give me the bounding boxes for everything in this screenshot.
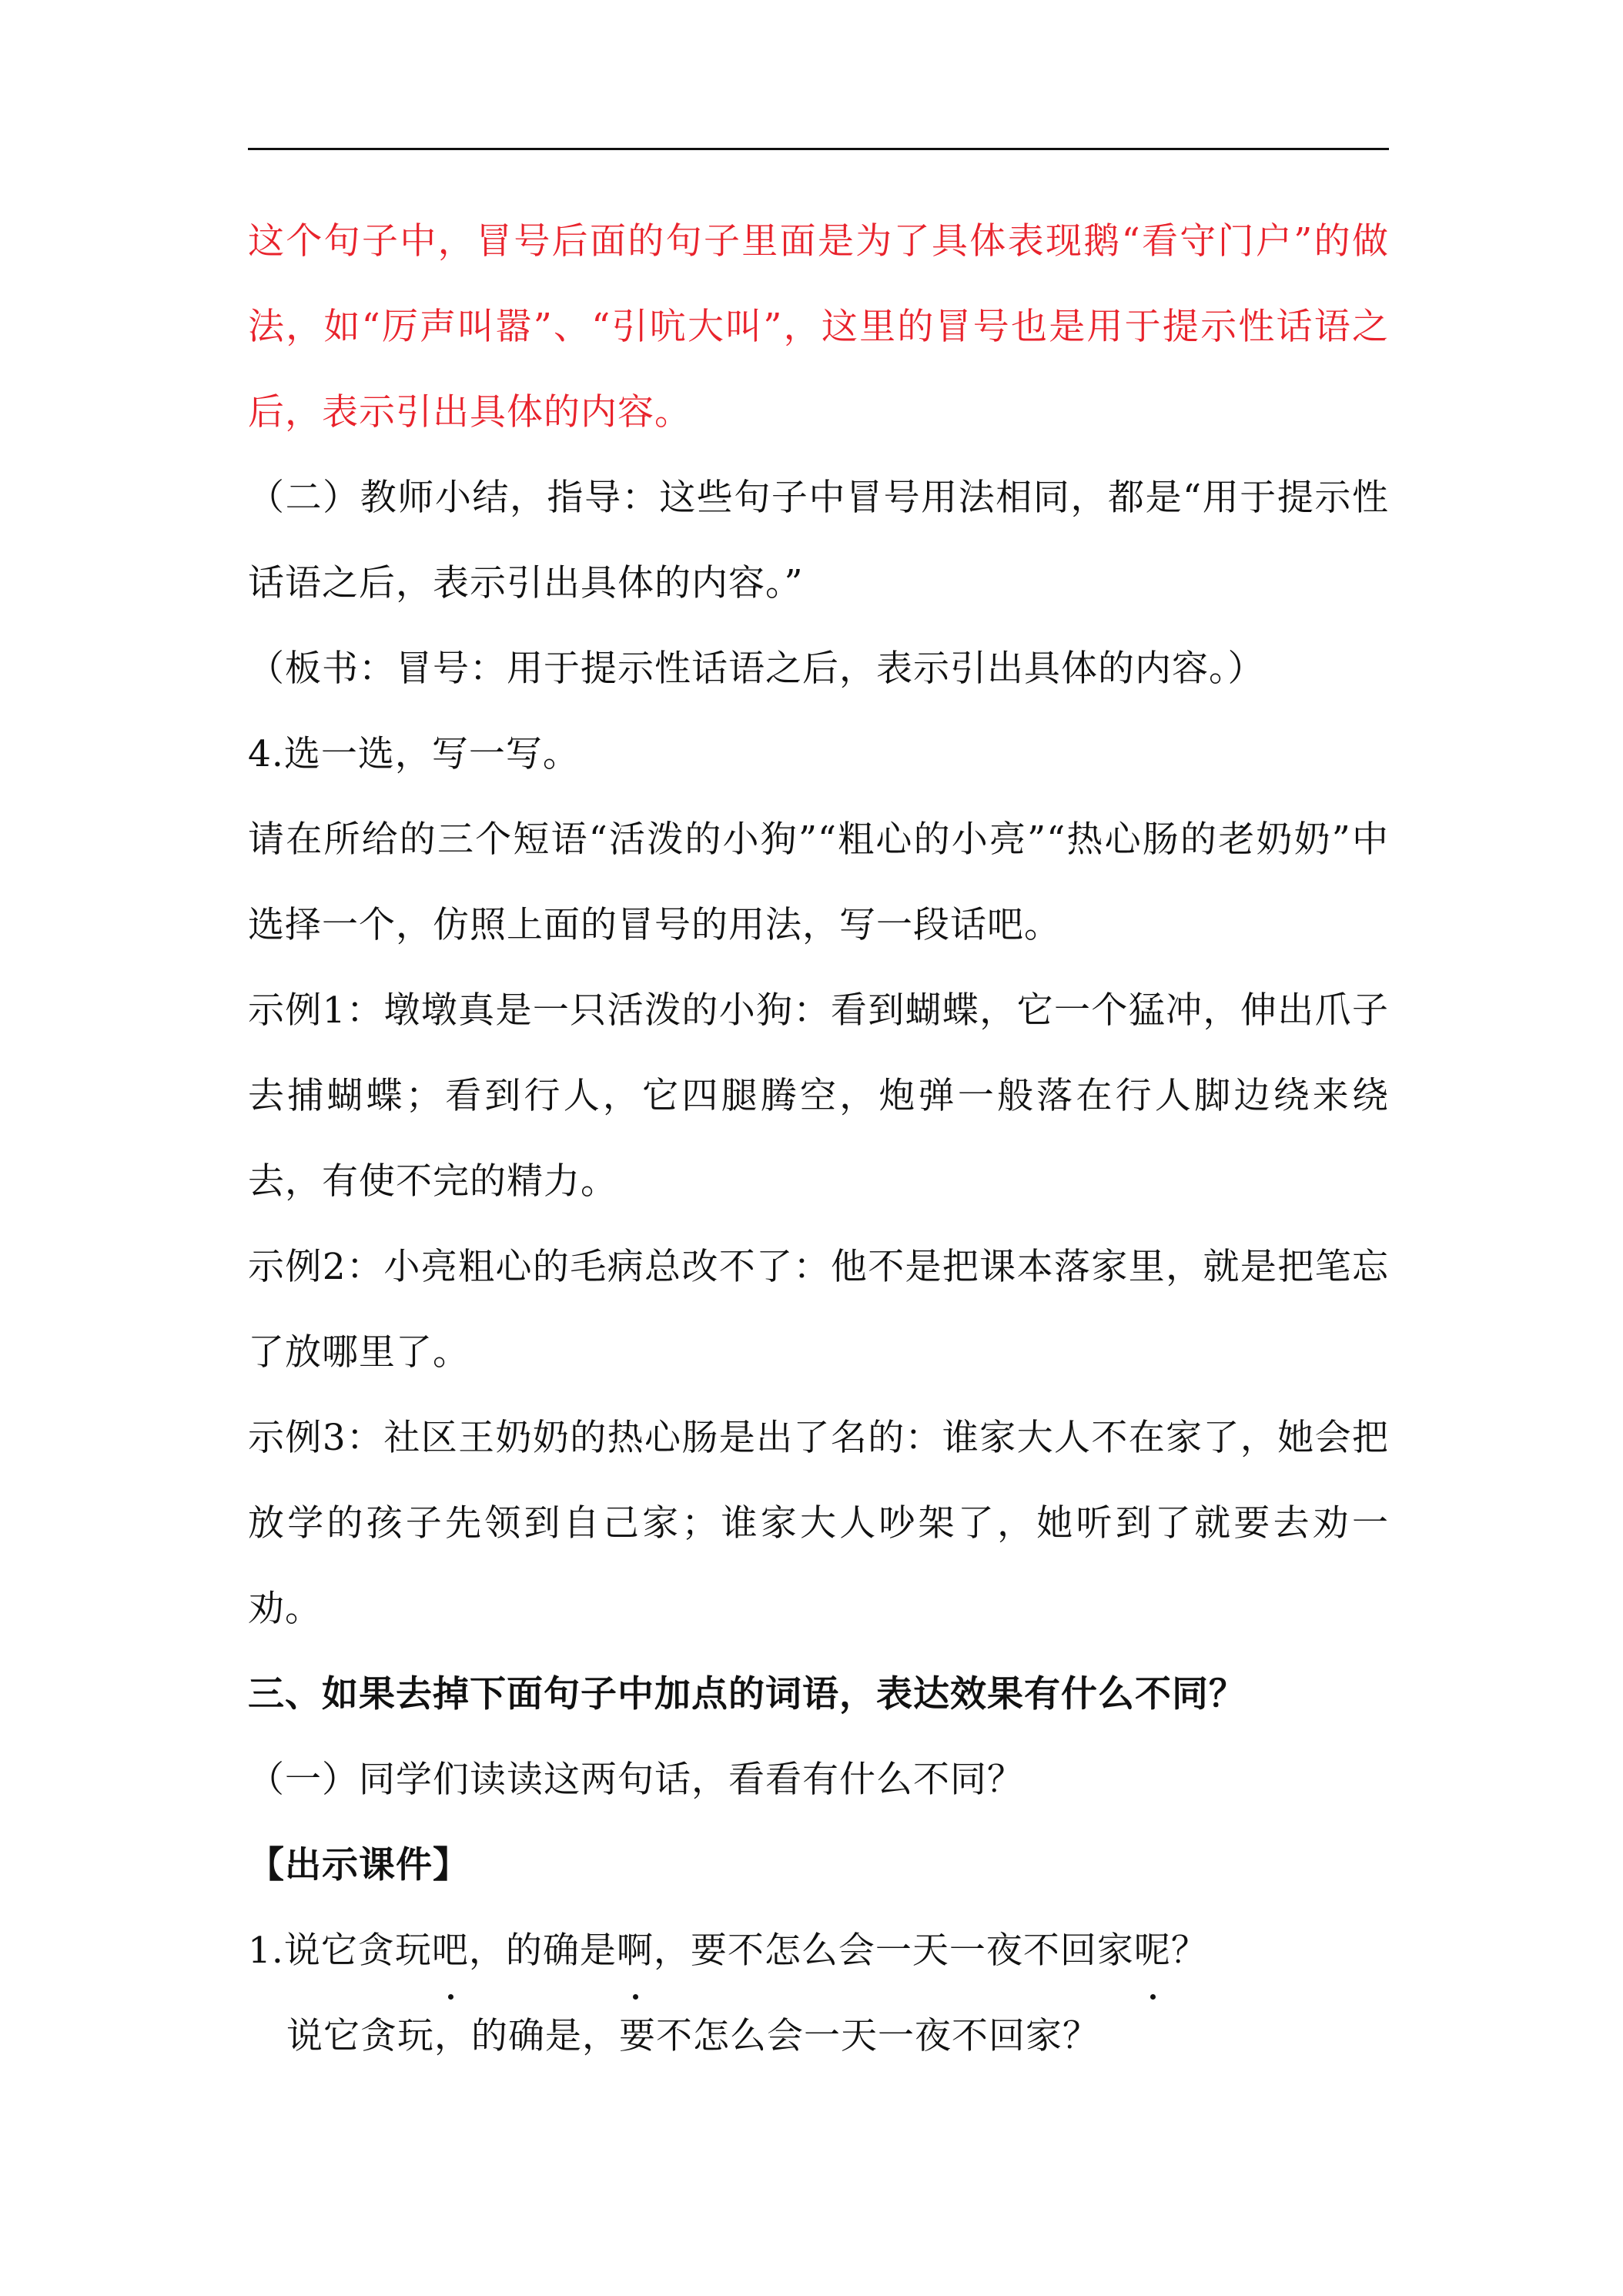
example-3: 示例3：社区王奶奶的热心肠是出了名的：谁家大人不在家了，她会把放学的孩子先领到自己家；谁家大人吵架了，她听到了就要去劝一劝。 (248, 1417, 1389, 1630)
task-instruction: 请在所给的三个短语“活泼的小狗”“粗心的小亮”“热心肠的老奶奶”中选择一个，仿照上面的冒号的用法，写一段话吧。 (248, 818, 1389, 946)
read-prompt: （一）同学们读读这两句话，看看有什么不同？ (248, 1759, 1024, 1801)
sentence-part: ，的确是 (468, 1930, 617, 1972)
example-sentence (248, 1908, 1389, 1993)
show-courseware-label: 【出示课件】 (248, 1844, 470, 1886)
section-three-heading: 三、如果去掉下面句子中加点的词语，表达效果有什么不同？ (248, 1673, 1246, 1715)
dotted-word: 呢 (1134, 1908, 1171, 1993)
comparison-sentence: 说它贪玩，的确是，要不怎么会一天一夜不回家？ (286, 2015, 1099, 2057)
blackboard-note: （板书：冒号：用于提示性话语之后，表示引出具体的内容。） (248, 648, 1265, 690)
dotted-word: 啊 (617, 1908, 654, 1993)
teacher-summary: （二）教师小结，指导：这些句子中冒号用法相同，都是“用于提示性话语之后，表示引出具体的内容。” (248, 477, 1389, 604)
sentence-part: ？ (1170, 1930, 1208, 1972)
task-heading: 4.选一选，写一写。 (248, 733, 580, 775)
example-1: 示例1：墩墩真是一只活泼的小狗：看到蝴蝶，它一个猛冲，伸出爪子去捕蝴蝶；看到行人，它四腿腾空，炮弹一般落在行人脚边绕来绕去，有使不完的精力。 (248, 989, 1389, 1203)
header-rule (248, 148, 1389, 150)
dotted-word: 吧 (432, 1908, 469, 1993)
sentence-part: 1.说它贪玩 (248, 1930, 432, 1972)
example-2: 示例2：小亮粗心的毛病总改不了：他不是把课本落家里，就是把笔忘了放哪里了。 (248, 1246, 1389, 1374)
document-body (248, 199, 1389, 2079)
red-explanation-paragraph: 这个句子中，冒号后面的句子里面是为了具体表现鹅“看守门户”的做法，如“厉声叫嚣”、“引吭大叫”，这里的冒号也是用于提示性话语之后，表示引出具体的内容。 (248, 220, 1389, 433)
sentence-part: ，要不怎么会一天一夜不回家 (653, 1930, 1134, 1972)
